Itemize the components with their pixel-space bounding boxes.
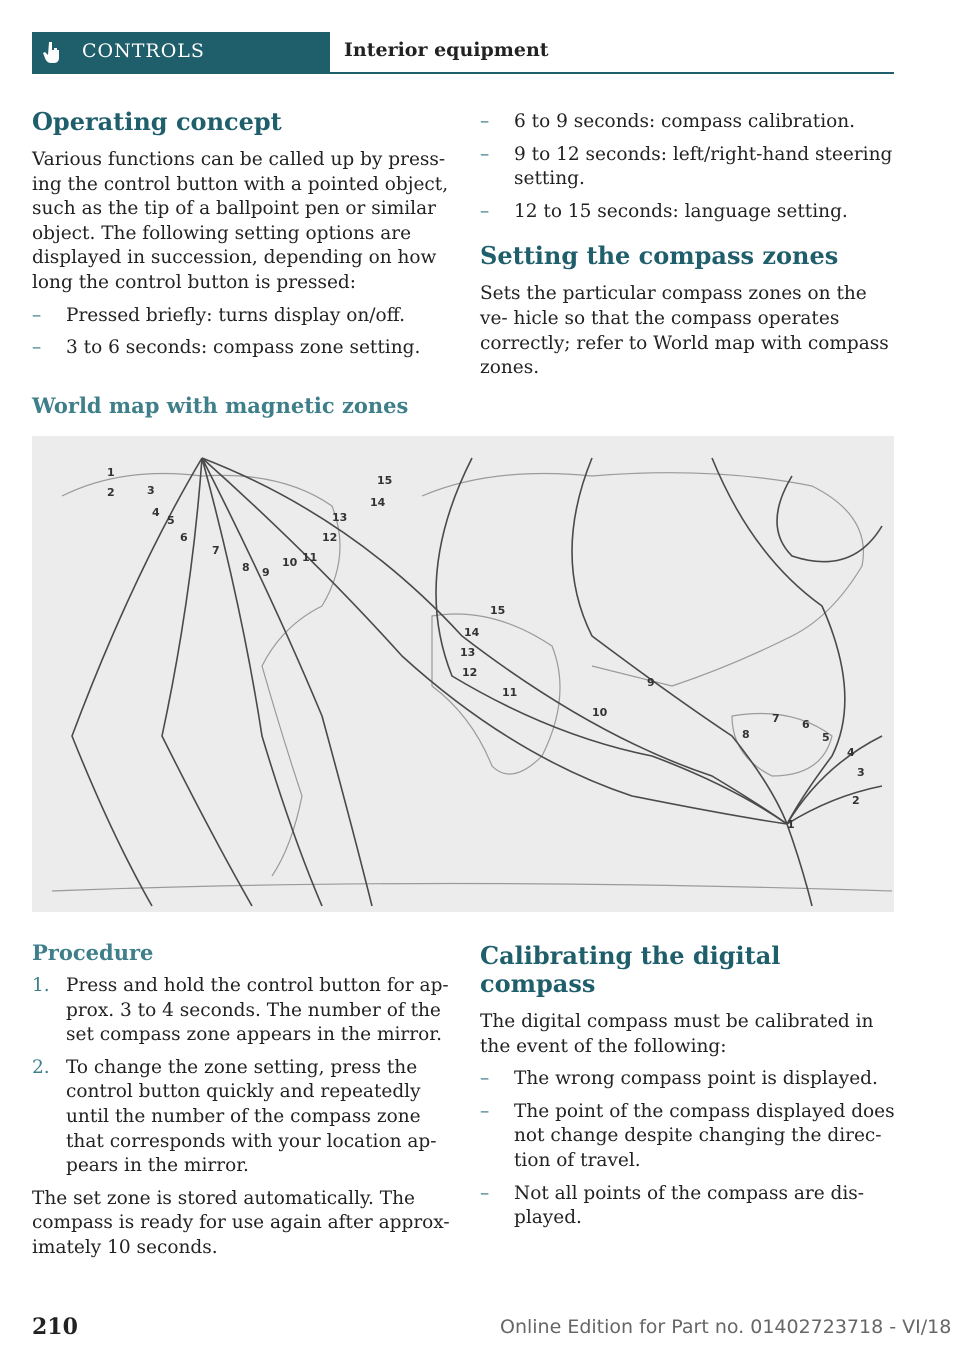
zone-label: 5 bbox=[822, 731, 830, 744]
zone-label: 14 bbox=[464, 626, 480, 639]
procedure-heading: Procedure bbox=[32, 940, 154, 965]
zone-label: 6 bbox=[802, 718, 810, 731]
zone-label: 14 bbox=[370, 496, 386, 509]
zone-label: 1 bbox=[787, 818, 795, 831]
zone-label: 4 bbox=[152, 506, 160, 519]
world-map-figure bbox=[32, 436, 894, 912]
list-item: – Not all points of the compass are dis- played. bbox=[480, 1182, 865, 1229]
calibrating-body: The digital compass must be calibrated in the event of the following: bbox=[480, 1011, 874, 1057]
operating-concept-section bbox=[32, 108, 452, 369]
zone-label: 10 bbox=[592, 706, 608, 719]
world-map-svg bbox=[32, 436, 894, 912]
zone-label: 5 bbox=[167, 514, 175, 527]
operating-continued bbox=[480, 110, 900, 389]
edition-note: Online Edition for Part no. 01402723718 - VI/18 bbox=[500, 1316, 952, 1338]
hand-pointer-icon bbox=[42, 41, 62, 63]
list-item: – 6 to 9 seconds: compass calibration. bbox=[480, 111, 856, 132]
zone-label: 4 bbox=[847, 746, 855, 759]
list-item: – 3 to 6 seconds: compass zone setting. bbox=[32, 337, 421, 359]
zone-label: 12 bbox=[462, 666, 478, 679]
zone-label: 9 bbox=[647, 676, 655, 689]
page-header bbox=[32, 32, 894, 74]
list-item: – The wrong compass point is displayed. bbox=[480, 1068, 878, 1090]
zone-label: 9 bbox=[262, 566, 270, 579]
zone-label: 8 bbox=[242, 561, 250, 574]
list-item: – The point of the compass displayed does not change despite changing the direc- tion of travel. bbox=[480, 1100, 895, 1171]
zone-label: 3 bbox=[147, 484, 155, 497]
operating-bullets bbox=[32, 304, 452, 361]
section-label: CONTROLS bbox=[82, 40, 205, 62]
zone-label: 7 bbox=[212, 544, 220, 557]
procedure-steps bbox=[32, 974, 452, 1179]
procedure-after: The set zone is stored automatically. The compass is ready for use again after approx- imately 10 seconds. bbox=[32, 1187, 450, 1258]
map-title: World map with magnetic zones bbox=[32, 393, 409, 418]
isogonic-lines bbox=[72, 458, 882, 906]
zone-label: 10 bbox=[282, 556, 298, 569]
zone-label: 13 bbox=[332, 511, 348, 524]
chapter-title: Interior equipment bbox=[344, 39, 549, 61]
zone-label: 3 bbox=[857, 766, 865, 779]
zone-label: 8 bbox=[742, 728, 750, 741]
zone-label: 2 bbox=[852, 794, 860, 807]
zone-label: 7 bbox=[772, 712, 780, 725]
operating-body: Various functions can be called up by press- ing the control button with a pointed object, such as the tip of a ballpoint pen or similar object. The following setting options are displayed in succession, depending on how long the control button is pressed: bbox=[32, 149, 449, 293]
zone-label: 11 bbox=[502, 686, 518, 699]
procedure-section bbox=[32, 940, 452, 1269]
continent-outlines bbox=[52, 473, 892, 891]
operating-bullets-cont bbox=[480, 110, 900, 224]
zone-label: 13 bbox=[460, 646, 476, 659]
zone-label: 2 bbox=[107, 486, 115, 499]
list-item: – Pressed briefly: turns display on/off. bbox=[32, 304, 405, 326]
procedure-step: 2. To change the zone setting, press the control button quickly and repeatedly until the number of the compass zone that corresponds with your location ap- pears in the mirror. bbox=[32, 1056, 437, 1177]
list-item: – 12 to 15 seconds: language setting. bbox=[480, 200, 848, 222]
zone-label: 15 bbox=[377, 474, 393, 487]
calibrating-section bbox=[480, 942, 900, 1239]
setting-zones-body: Sets the particular compass zones on the ve- hicle so that the compass operates correctly; refer to World map with compass zones. bbox=[480, 283, 889, 379]
page-number: 210 bbox=[32, 1314, 78, 1340]
calibrating-heading: Calibrating the digital compass bbox=[480, 941, 781, 998]
section-tab bbox=[32, 32, 330, 72]
setting-zones-heading: Setting the compass zones bbox=[480, 241, 839, 271]
calibrating-bullets bbox=[480, 1067, 900, 1231]
zone-label: 12 bbox=[322, 531, 338, 544]
list-item: – 9 to 12 seconds: left/right-hand steering setting. bbox=[480, 143, 893, 190]
zone-label: 15 bbox=[490, 604, 506, 617]
procedure-step: 1. Press and hold the control button for ap- prox. 3 to 4 seconds. The number of the set compass zone appears in the mirror. bbox=[32, 975, 449, 1046]
zone-label: 11 bbox=[302, 551, 318, 564]
zone-label: 1 bbox=[107, 466, 115, 479]
zone-label: 6 bbox=[180, 531, 188, 544]
operating-heading: Operating concept bbox=[32, 107, 282, 136]
